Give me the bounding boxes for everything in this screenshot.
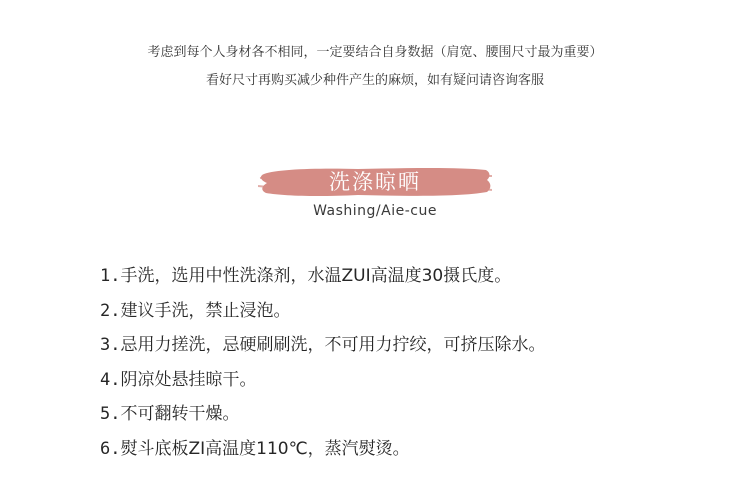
notice-line-1: 考虑到每个人身材各不相同，一定要结合自身数据（肩宽、腰围尺寸最为重要） [147, 45, 603, 60]
list-item [100, 297, 545, 332]
list-item-number: 1. [100, 266, 121, 286]
list-item-number: 3. [100, 335, 121, 356]
section-banner [258, 164, 492, 200]
list-item [100, 262, 545, 297]
list-item-text: 手洗，选用中性洗涤剂，水温ZUI高温度30摄氏度。 [120, 266, 512, 286]
care-instructions-list [100, 262, 545, 470]
list-item-number: 6. [100, 438, 121, 459]
list-item [100, 331, 545, 366]
section-title: 洗涤晾晒 [329, 170, 421, 194]
list-item-text: 不可翻转干燥。 [120, 404, 240, 425]
list-item-text: 阴凉处悬挂晾干。 [120, 369, 257, 390]
list-item [100, 435, 545, 470]
list-item-text: 建议手洗，禁止浸泡。 [120, 300, 291, 321]
list-item [100, 366, 545, 401]
section-subtitle: Washing/Aie-cue [313, 203, 437, 219]
list-item-number: 4. [100, 369, 121, 390]
list-item [100, 400, 545, 435]
list-item-text: 忌用力搓洗，忌硬刷刷洗，不可用力拧绞，可挤压除水。 [120, 335, 546, 356]
list-item-number: 2. [100, 300, 121, 321]
list-item-text: 熨斗底板ZI高温度110℃，蒸汽熨烫。 [120, 438, 410, 459]
list-item-number: 5. [100, 404, 121, 425]
notice-line-2: 看好尺寸再购买减少种件产生的麻烦，如有疑问请咨询客服 [205, 73, 544, 88]
